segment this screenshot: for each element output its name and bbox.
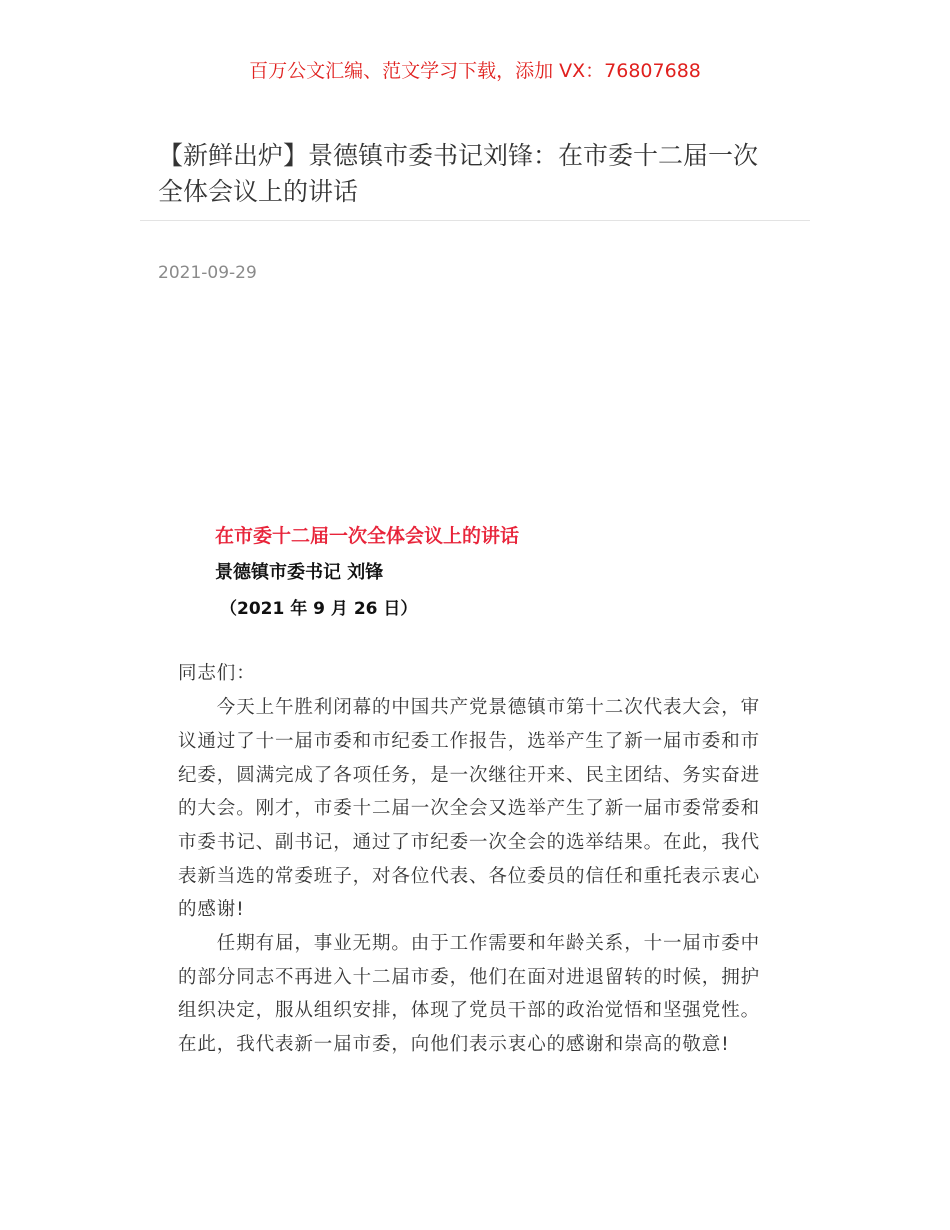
body-line: 在此，我代表新一届市委，向他们表示衷心的感谢和崇高的敬意!: [178, 1034, 730, 1055]
article-title: [158, 138, 758, 210]
title-line: 【新鲜出炉】景德镇市委书记刘锋：在市委十二届一次: [158, 141, 759, 170]
body-line: 同志们：: [178, 663, 256, 684]
body-line: 的感谢!: [178, 899, 245, 920]
body-line: 纪委，圆满完成了各项任务，是一次继往开来、民主团结、务实奋进: [178, 765, 761, 786]
speech-speaker: 景德镇市委书记 刘锋: [215, 562, 384, 583]
speech-heading: 在市委十二届一次全体会议上的讲话: [215, 525, 520, 547]
publish-date: 2021-09-29: [158, 263, 257, 283]
body-line: 今天上午胜利闭幕的中国共产党景德镇市第十二次代表大会，审: [178, 697, 761, 718]
title-line: 全体会议上的讲话: [158, 177, 359, 206]
divider: [140, 220, 810, 221]
body-line: 任期有届，事业无期。由于工作需要和年龄关系，十一届市委中: [178, 933, 761, 954]
body-line: 议通过了十一届市委和市纪委工作报告，选举产生了新一届市委和市: [178, 731, 761, 752]
body-line: 的部分同志不再进入十二届市委，他们在面对进退留转的时候，拥护: [178, 967, 761, 988]
body-line: 的大会。刚才，市委十二届一次全会又选举产生了新一届市委常委和: [178, 798, 761, 819]
body-line: 市委书记、副书记，通过了市纪委一次全会的选举结果。在此，我代: [178, 832, 761, 853]
body-line: 表新当选的常委班子，对各位代表、各位委员的信任和重托表示衷心: [178, 866, 761, 887]
body-line: 组织决定，服从组织安排，体现了党员干部的政治觉悟和坚强党性。: [178, 1000, 761, 1021]
promo-banner: 百万公文汇编、范文学习下载，添加 VX：76807688: [249, 60, 701, 82]
speech-date: （2021 年 9 月 26 日）: [220, 599, 418, 619]
